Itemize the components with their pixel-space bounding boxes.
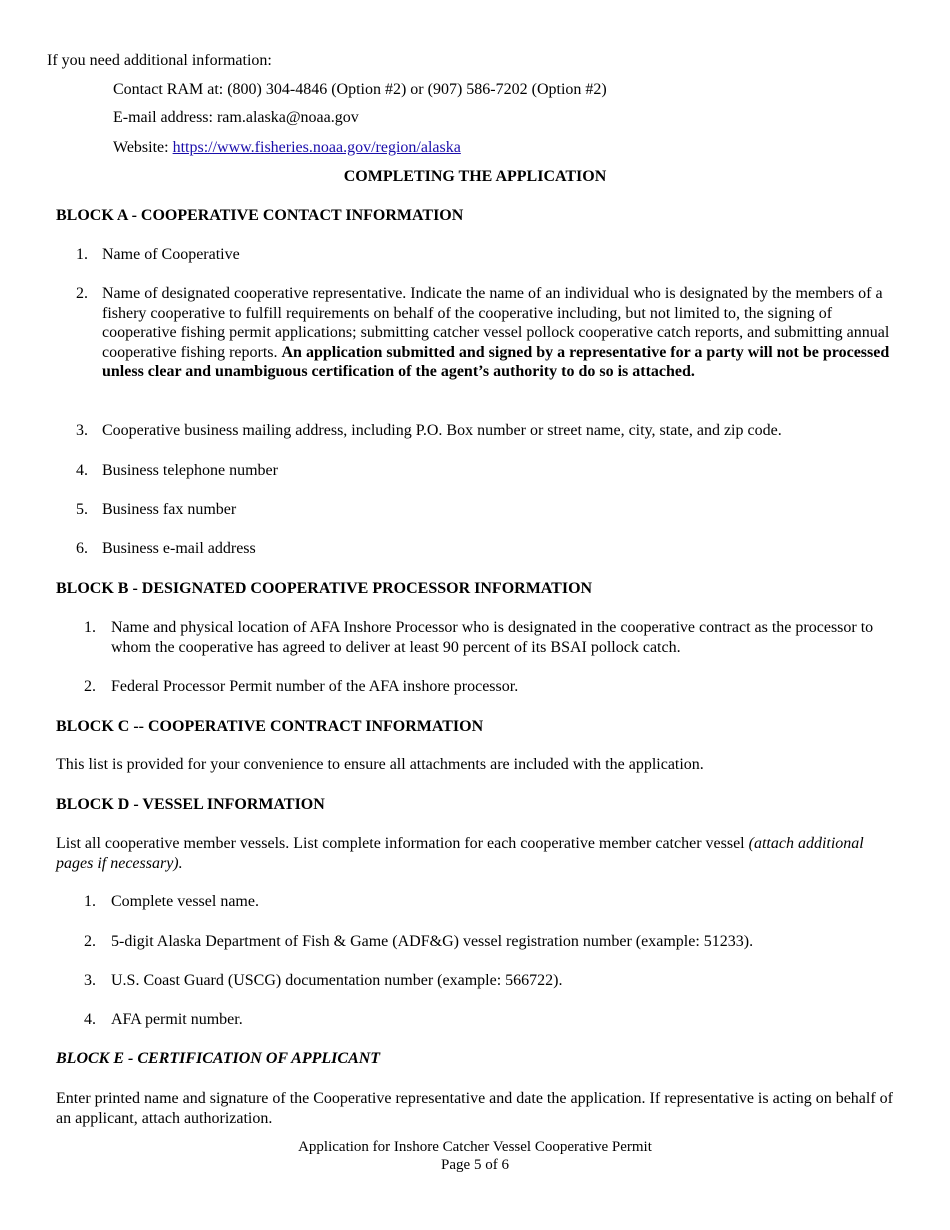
- block-a-item-4: Business telephone number: [102, 462, 278, 479]
- block-e-heading: BLOCK E - CERTIFICATION OF APPLICANT: [56, 1050, 381, 1067]
- website-line: [113, 138, 461, 158]
- block-a-item-2-bold-notice: An application submitted and signed by a representative for a party will not be processed unless clear and unambiguous certification of the agent’s authority to do so is attached.: [102, 343, 890, 380]
- block-b-item-1: Name and physical location of AFA Inshore Processor who is designated in the cooperative contract as the processor to whom the cooperative has agreed to deliver at least 90 percent of its BSAI pollock catch.: [111, 619, 874, 656]
- block-d-item-number: 1.: [84, 893, 96, 910]
- block-a-item-3: Cooperative business mailing address, including P.O. Box number or street name, city, state, and zip code.: [102, 422, 782, 439]
- block-a-item-1: Name of Cooperative: [102, 246, 240, 263]
- block-a-item-2: [102, 284, 894, 382]
- block-a-item-number: 2.: [76, 285, 88, 302]
- block-b-item-2: Federal Processor Permit number of the AFA inshore processor.: [111, 678, 519, 695]
- block-a-heading: BLOCK A - COOPERATIVE CONTACT INFORMATION: [56, 207, 464, 224]
- block-d-item-number: 3.: [84, 972, 96, 989]
- block-a-item-number: 6.: [76, 540, 88, 557]
- email-line: E-mail address: ram.alaska@noaa.gov: [113, 109, 359, 126]
- block-d-item-3: U.S. Coast Guard (USCG) documentation number (example: 566722).: [111, 972, 563, 989]
- block-c-heading: BLOCK C -- COOPERATIVE CONTRACT INFORMATION: [56, 718, 484, 735]
- block-d-intro-italic: (attach additional pages if necessary).: [56, 835, 864, 872]
- block-a-item-2-text: Name of designated cooperative representative. Indicate the name of an individual who is designated by the members of a fishery cooperative to fulfill requirements on behalf of the cooperative including, but not limited to, the signing of cooperative fishing permit applications; submitting catcher vessel pollock cooperative catch reports, and submitting annual cooperative fishing reports.: [102, 285, 890, 361]
- block-d-item-2: 5-digit Alaska Department of Fish & Game (ADF&G) vessel registration number (example: 51233).: [111, 933, 754, 950]
- block-d-heading: BLOCK D - VESSEL INFORMATION: [56, 796, 325, 813]
- block-d-item-1: Complete vessel name.: [111, 893, 259, 910]
- block-b-item-number: 1.: [84, 619, 96, 636]
- block-a-item-6: Business e-mail address: [102, 540, 256, 557]
- website-link[interactable]: https://www.fisheries.noaa.gov/region/alaska: [172, 139, 461, 156]
- website-label: Website:: [113, 139, 173, 156]
- page-number: Page 5 of 6: [441, 1157, 509, 1173]
- block-a-item-number: 1.: [76, 246, 88, 263]
- footer-title: Application for Inshore Catcher Vessel Cooperative Permit: [298, 1139, 652, 1155]
- block-a-item-number: 4.: [76, 462, 88, 479]
- block-d-item-number: 2.: [84, 933, 96, 950]
- block-b-item-number: 2.: [84, 678, 96, 695]
- contact-line: Contact RAM at: (800) 304-4846 (Option #2) or (907) 586-7202 (Option #2): [113, 81, 607, 98]
- block-d-intro: [56, 834, 896, 873]
- block-d-item-4: AFA permit number.: [111, 1011, 243, 1028]
- block-b-heading: BLOCK B - DESIGNATED COOPERATIVE PROCESSOR INFORMATION: [56, 580, 593, 597]
- page-title: COMPLETING THE APPLICATION: [343, 168, 607, 185]
- block-d-intro-text: List all cooperative member vessels. List complete information for each cooperative member catcher vessel: [56, 835, 749, 852]
- info-intro: If you need additional information:: [47, 52, 272, 69]
- block-a-item-5: Business fax number: [102, 501, 237, 518]
- block-e-text: Enter printed name and signature of the Cooperative representative and date the application. If representative is acting on behalf of an applicant, attach authorization.: [56, 1090, 893, 1127]
- block-c-text: This list is provided for your convenience to ensure all attachments are included with the application.: [56, 756, 704, 773]
- block-d-item-number: 4.: [84, 1011, 96, 1028]
- block-a-item-number: 5.: [76, 501, 88, 518]
- block-a-item-number: 3.: [76, 422, 88, 439]
